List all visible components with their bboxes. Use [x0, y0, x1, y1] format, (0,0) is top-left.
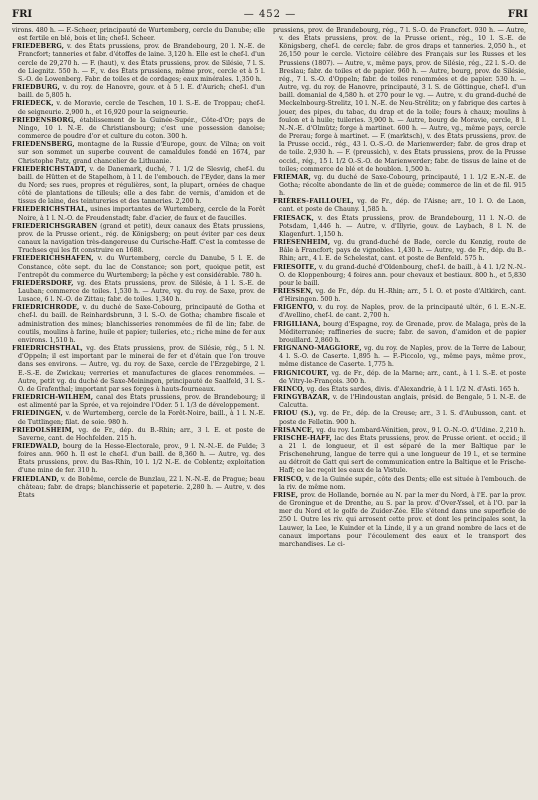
dictionary-entry	[12, 345, 265, 394]
dictionary-entry	[12, 141, 265, 165]
dictionary-entry	[12, 117, 265, 141]
page-number: — 452 —	[243, 8, 297, 20]
entry-headword: FRIEDERICHSTHAL,	[12, 206, 88, 214]
dictionary-entry	[12, 304, 265, 345]
dictionary-entry	[273, 174, 526, 198]
entry-headword: FRIEDERICHSHAFEN,	[12, 255, 94, 263]
entry-headword: FRIEDENSBORG,	[12, 116, 76, 124]
entry-text: vg. du roy. de Naples, prov. de la Terre de Labour, 4 l. S.-O. de Caserte. 1,895 h. — F.-Piccolo, vg., même pays, même prov., même distance de Caserte. 1,775 h.	[279, 345, 526, 369]
dictionary-entry	[12, 394, 265, 410]
dictionary-entry	[12, 84, 265, 100]
header-left-word: FRI	[12, 8, 33, 20]
entry-text: montagne de la Russie d'Europe, gouv. de Vilna; on voit sur son sommet un superbe couvent de camaldules fondé en 1674, par Christophe Patz, grand chancelier de Lithuanie.	[18, 141, 265, 165]
entry-text: vg. de Fr., dép. de la Creuse; arr., 3 l. S. d'Aubusson, cant. et poste de Felletin. 900 h.	[279, 410, 526, 426]
entry-headword: FRIEDOLSHEIM,	[12, 426, 75, 434]
entry-text: vg. des États prussiens, prov. de Silésie, à 1 l. S.-E. de Lauban; commerce de toiles. 1,530 h. — Autre, vg. du roy. de Saxe, prov. de Lusace, 6 l. N.-O. de Zittau; fabr. de toiles. 1,340 h.	[18, 279, 265, 304]
entry-text: vg. du grand-duché de Bade, cercle du Kenzig, route de Bâle à Francfort; pays de vignobles. 1,430 h. — Autre, vg. de Fr., dép. du B.-Rhin; arr., 4 l. E. de Schelestat, cant. et poste de Benfeld. 575 h.	[279, 239, 526, 263]
entry-text: v. du grand-duché d'Oldenbourg, chef-l. de baill., à 4 l. 1/2 N.-N.-O. de Kloppenbourg; 4 foires ann. pour chevaux et bestiaux. 800 h., et 5,830 pour le baill.	[279, 263, 526, 287]
entry-headword: FRIEDECK,	[12, 100, 54, 108]
entry-headword: FRIEDINGEN,	[12, 410, 63, 418]
entry-headword: FRINCO,	[273, 385, 305, 393]
entry-headword: FRIEDERSDORF,	[12, 279, 74, 287]
right-column	[273, 27, 526, 549]
dictionary-entry	[273, 345, 526, 369]
dictionary-entry	[273, 321, 526, 345]
entry-text: vg. de Fr., dép. du B.-Rhin; arr., 3 l. E. et poste de Saverne, cant. de Hochfelden. 215 h.	[18, 426, 265, 442]
entry-text: v. du roy. de Hanovre, gouv. et à 5 l. E. d'Aurich; chef-l. d'un baill. de 5,805 h.	[18, 84, 265, 100]
entry-headword: FRIEDRICHRODE,	[12, 304, 80, 312]
entry-headword: FRIEDERICHSTADT,	[12, 165, 87, 173]
entry-text: prussiens, prov. de Brandebourg, rég., 7 l. S.-O. de Francfort. 930 h. — Autre, v. des États prussiens, prov. de la Prusse orient., rég., 10 l. S.-E. de Königsberg, chef-l. de cercle; fabr. de gros draps et tanneries. 2,050 h., et 26,150 pour le cercle. Victoire célèbre des Français sur les Russes et les Prussiens (1807). — Autre, v., même pays, prov. de Silésie, rég., 22 l. S.-O. de Breslau; fabr. de toiles et de papier. 960 h. — Autre, bourg, prov. de Silésie, rég., 7 l. S.-O. d'Oppeln; fabr. de toiles renommées et de papier. 530 h. — Autre, vg. du roy. de Hanovre, principauté, 3 l. S. de Göttingue, chef-l. d'un baill. domanial de 4,580 h. et 270 pour le vg. — Autre, v. du grand-duché de Meckelnbourg-Strelitz, 10 l. N.-E. de Neu-Strélitz; on y fabrique des cartes à jouer, des pipes, du tabac, du drap et de la toile; fours à chaux; moulins à foulon et à huile; tuileries. 3,900 h. — Autre, bourg de Moravie, cercle, 8 l. N.-N.-E. d'Olmütz; forge à martinet. 600 h. — Autre, vg., même pays, cercle de Prerau; forge à martinet. — F. (marktsch), v. des États prussiens, prov. de la Prusse occid., rég., 43 l. O.-S.-O. de Marienwerder; fabr. de gros drap et de toile. 2,930 h. — F. (preussich), v. des États prussiens, prov. de la Prusse occid., rég., 15 l. 1/2 O.-S.-O. de Marienwerder; fabr. de tissus de laine et de toiles; commerce de blé et de houblon. 1,500 h.	[273, 27, 526, 173]
entry-headword: FRISCHE-HAFF,	[273, 434, 332, 442]
entry-headword: FRIEDEBERG,	[12, 43, 65, 51]
entry-text: v. de la Guinée supér., côte des Dents; elle est située à l'embouch. de la riv. de même nom.	[279, 475, 526, 491]
entry-headword: FRIOU (S.),	[273, 410, 317, 418]
entry-headword: FRIGILIANA,	[273, 320, 321, 328]
entry-text: établissement de la Guinée-Supér., Côte-d'Or; pays de Ningo, 10 l. N.-E. de Christiansbourg; c'est une possession danoise; commerce de poudre d'or et culture du coton. 300 h.	[18, 116, 265, 141]
dictionary-entry	[273, 27, 526, 174]
entry-headword: FRIESENHEIM,	[273, 239, 331, 247]
entry-headword: FRIEDWALD,	[12, 442, 60, 450]
entry-text: vg. du duché de Saxe-Cobourg, principauté, 1 l. 1/2 E.-N.-E. de Gotha; récolte abondante de lin et de guède; commerce de lin et de fil. 915 h.	[279, 173, 526, 198]
entry-headword: FRIEMAR,	[273, 173, 311, 181]
dictionary-entry	[12, 223, 265, 256]
entry-text: (grand et petit), deux canaux des États prussiens, prov. de la Prusse orient., rég. de Königsberg; on peut éviter par ces deux canaux la navigation très-dangereuse du Curische-Haff. C'est la comtesse de Truchses qui les fit construire en 1688.	[18, 222, 265, 255]
entry-text: v. de Wurtemberg, cercle de la Forêt-Noire, baill., à 1 l. N.-E. de Tuttlingen; filat. de soie. 980 h.	[18, 410, 265, 426]
entry-text: v. du roy. de Naples, prov. de la principauté ultér., 6 l. E.-N.-E. d'Avellino, chef-l. de cant. 2,700 h.	[279, 304, 526, 320]
dictionary-entry	[12, 410, 265, 426]
dictionary-entry	[273, 264, 526, 288]
dictionary-entry	[12, 100, 265, 116]
dictionary-entry	[273, 215, 526, 239]
dictionary-entry	[273, 435, 526, 476]
entry-text: vg. de Fr., dép. de l'Aisne; arr., 10 l. O. de Laon, cant. et poste de Chauny. 1,585 h.	[279, 198, 526, 214]
dictionary-entry	[12, 476, 265, 500]
dictionary-entry	[273, 239, 526, 263]
dictionary-entry	[273, 427, 526, 435]
entry-text: vg. de Fr., dép. de la Marne; arr., cant., à 1 l. S.-E. et poste de Vitry-le-François. 300 h.	[279, 369, 526, 385]
entry-headword: FRINGYBAZAR,	[273, 394, 331, 402]
entry-text: canal des États prussiens, prov. de Brandebourg; il est alimenté par la Sprée, et va rejoindre l'Oder. 5 l. 1/3 de développement.	[18, 394, 265, 410]
entry-text: lac des États prussiens, prov. de Prusse orient. et occid.; il a 21 l. de longueur, et il est séparé de la mer Baltique par le Frischenehrung, langue de terre qui a une longueur de 19 l., et se termine au détroit de Gatt qui sert de communication entre la Baltique et le Frische-Haff; ce lac reçoit les eaux de la Vistule.	[279, 434, 526, 475]
dictionary-entry	[273, 370, 526, 386]
dictionary-entry	[12, 443, 265, 476]
entry-headword: FRIEDERICHSGRABEN	[12, 222, 98, 230]
dictionary-entry	[12, 255, 265, 279]
entry-headword: FRISANCE,	[273, 426, 315, 434]
dictionary-entry	[273, 304, 526, 320]
entry-text: vg. du roy. Lombard-Vénitien, prov., 9 l. O.-N.-O. d'Udine. 2,210 h.	[316, 426, 526, 434]
entry-headword: FRIESACK,	[273, 214, 314, 222]
entry-headword: FRIESSEN,	[273, 288, 314, 295]
entry-headword: FRISCO,	[273, 475, 304, 483]
entry-text: v. du Wurtemberg, cercle du Danube, 5 l. E. de Constance, côte sept. du lac de Constance; son port, quoique petit, est l'entrepôt du commerce du Wurtemberg; la pêche y est considérable. 780 h.	[18, 255, 265, 279]
dictionary-entry	[12, 280, 265, 304]
entry-text: vg. des États prussiens, prov. de Silésie, rég., 5 l. N. d'Oppeln; il est important par le minerai de fer et d'étain que l'on trouve dans ses environs. — Autre, vg. du roy. de Saxe, cercle de l'Erzgebirge, 2 l. E.-S.-E. de Zwickau; verreries et manufactures de glaces renommées. — Autre, petit vg. du duché de Saxe-Meiningen, principauté de Saalfeld, 3 l. S.-O. de Grafenthal; important par ses forges à hauts-fourneaux.	[18, 345, 265, 393]
entry-headword: FRIEDLAND,	[12, 475, 59, 483]
header-right-word: FRI	[507, 8, 528, 20]
entry-headword: FRIGNICOURT,	[273, 369, 329, 377]
entry-text: v. des États prussiens, prov. de Brandebourg, 11 l. N.-O. de Potsdam, 1,446 h. — Autre, v. d'Illyrie, gouv. de Laybach, 8 l. N. de Klagenfurt. 1,150 h.	[279, 214, 526, 238]
entry-text: virons. 480 h. — F.-Scheer, principauté de Wurtemberg, cercle du Danube; elle est fertile en blé, bois et lin; chef-l. Scheer.	[12, 27, 265, 43]
dictionary-entry	[12, 166, 265, 207]
entry-headword: FRIÈRES-FAILLOUEL,	[273, 198, 354, 206]
two-column-body	[12, 27, 528, 549]
entry-text: vg. des États sardes, divis. d'Alexandrie, à 1 l. 1/2 N. d'Asti. 165 h.	[306, 385, 520, 393]
entry-headword: FRISE,	[273, 491, 299, 499]
dictionary-entry	[12, 27, 265, 43]
entry-headword: FRIGNANO-MAGGIORE,	[273, 345, 362, 353]
dictionary-entry	[273, 394, 526, 410]
dictionary-entry	[12, 427, 265, 443]
entry-text: v. du duché de Saxe-Cobourg, principauté de Gotha et chef-l. du baill. de Reinhardsbrunn, 3 l. S.-O. de Gotha; chambre fiscale et administration des mines; blanchisseries renommées de fil de lin; fabr. de coutils, moulins à farine, huile et papier; tuileries, etc.; riche mine de fer aux environs. 1,510 h.	[18, 304, 265, 344]
dictionary-entry	[273, 288, 526, 304]
dictionary-entry	[273, 476, 526, 492]
entry-headword: FRIESOITE,	[273, 263, 317, 271]
entry-text: v. de l'Hindoustan anglais, présid. de Bengale, 5 l. N.-E. de Calcutta.	[279, 394, 526, 410]
entry-text: v. des États prussiens, prov. de Brandebourg, 20 l. N.-E. de Francfort; tanneries et fabr. d'étoffes de laine. 3,120 h. Elle est le chef-l. d'un cercle de 29,270 h. — F. (haut), v. des États prussiens, prov. de Silésie, 7 l. S. de Liegnitz. 550 h. — F., v. des États prussiens, même prov., cercle et à 5 l. S.-O. de Lowenberg. Fabr. de toiles et de cordages; eaux minérales. 1,350 h.	[18, 43, 265, 83]
running-header	[12, 6, 528, 22]
dictionary-entry	[12, 43, 265, 84]
entry-text: vg. de Fr., dép. du H.-Rhin; arr., 5 l. O. et poste d'Altkirch, cant. d'Hirsingen. 500 h.	[279, 288, 526, 304]
entry-text: prov. de Hollande, bornée au N. par la mer du Nord, à l'E. par la prov. de Groningue et de Drenthe, au S. par la prov. d'Over-Yssel, et à l'O. par la mer du Nord et le golfe de Zuider-Zée. Elle s'étend dans une superficie de 250 l. Outre les riv. qui arrosent cette prov. et dont les principales sont, la Lauwer, la Lee, le Kuinder et la Linde, il y a un grand nombre de lacs et de canaux importans pour l'écoulement des eaux et le transport des marchandises. Le ci-	[279, 491, 526, 548]
dictionary-entry	[12, 206, 265, 222]
entry-text: bourg de la Hesse-Electorale, prov., 9 l. N.-N.-E. de Fulde; 3 foires ann. 960 h. Il est le chef-l. d'un baill. de 8,360 h. — Autre, vg. des États prussiens, prov. du Bas-Rhin, 10 l. 1/2 N.-E. de Coblentz; exploitation d'une mine de fer. 310 h.	[18, 442, 265, 475]
entry-headword: FRIGENTO,	[273, 304, 315, 312]
entry-text: usines importantes de Wurtemberg, cercle de la Forêt Noire, à 1 l. N.-O. de Freudenstadt; fabr. d'acier, de faux et de faucilles.	[18, 206, 265, 222]
header-rule	[12, 23, 528, 24]
entry-headword: FRIEDENSBERG,	[12, 141, 75, 149]
dictionary-entry	[273, 198, 526, 214]
entry-headword: FRIEDRICHSTHAL,	[12, 345, 83, 353]
left-column	[12, 27, 265, 549]
entry-text: bourg d'Espagne, roy. de Grenade, prov. de Malaga, près de la Méditerranée; raffineries de sucre; fabr. de savon, d'amidon et de papier brouillard. 2,860 h.	[279, 320, 526, 344]
dictionary-entry	[273, 410, 526, 426]
dictionary-entry	[273, 386, 526, 394]
dictionary-entry	[273, 492, 526, 549]
entry-headword: FRIEDBURG,	[12, 84, 60, 92]
entry-text: v. de Moravie, cercle de Teschen, 10 l. S.-E. de Troppau; chef-l. de seigneurie. 2,900 h., et 16,920 pour la seigneurie.	[18, 100, 265, 116]
entry-text: v. de Danemark, duché, 7 l. 1/2 de Slesvig, chef-l. du baill. de Hütten et de Stapelhom, à 1 l. de l'embouch. de l'Eyder, dans la mer du Nord; ses rues, propres et régulières, sont, la plupart, ornées de chaque côté de plantations de tilleuls; elle a des fabr. de vernis, d'amidon et de tissus de laine, des teintureries et des tanneries. 2,200 h.	[18, 165, 265, 206]
entry-headword: FRIEDRICH-WILHEM,	[12, 394, 94, 402]
entry-text: v. de Bohême, cercle de Bunzlau, 22 l. N.-N.-E. de Prague; beau château; fabr. de draps; blanchisserie et papeterie. 2,280 h. — Autre, v. des États	[18, 475, 265, 499]
